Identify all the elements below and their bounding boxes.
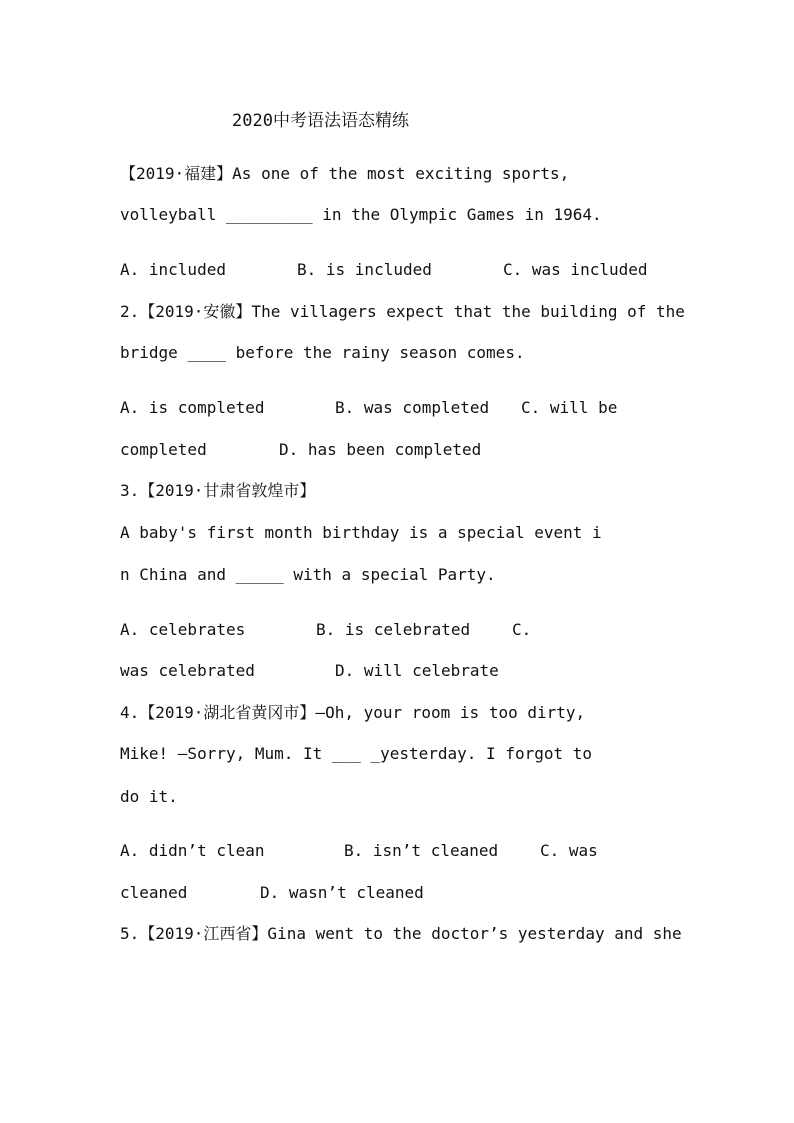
question-5-line-1: 5.【2019·江西省】Gina went to the doctor’s yesterday and she xyxy=(120,924,682,943)
question-3-option-c: C. xyxy=(512,620,532,639)
question-4-line-3: do it. xyxy=(120,787,178,806)
question-4-option-d: D. wasn’t cleaned xyxy=(260,883,424,902)
question-2-option-c: C. will be xyxy=(521,398,618,417)
question-4-option-a: A. didn’t clean xyxy=(120,841,265,860)
question-2-line-2: bridge ____ before the rainy season comes. xyxy=(120,343,525,362)
question-1-option-b: B. is included xyxy=(297,260,432,279)
question-2-option-a: A. is completed xyxy=(120,398,265,417)
question-2-option-b: B. was completed xyxy=(335,398,490,417)
question-4-line-2: Mike! —Sorry, Mum. It ___ _yesterday. I forgot to xyxy=(120,744,593,763)
question-2-line-1: 2.【2019·安徽】The villagers expect that the building of the xyxy=(120,302,685,321)
question-4-option-b: B. isn’t cleaned xyxy=(344,841,499,860)
question-2-option-d: D. has been completed xyxy=(279,440,482,459)
question-3-line-1: 3.【2019·甘肃省敦煌市】 xyxy=(120,481,316,500)
question-3-option-a: A. celebrates xyxy=(120,620,246,639)
question-4-option-c-continued: cleaned xyxy=(120,883,188,902)
question-1-option-c: C. was included xyxy=(503,260,648,279)
question-1-line-2: volleyball _________ in the Olympic Games in 1964. xyxy=(120,205,602,224)
question-3-option-b: B. is celebrated xyxy=(316,620,471,639)
question-3-line-3: n China and _____ with a special Party. xyxy=(120,565,496,584)
question-3-option-c-continued: was celebrated xyxy=(120,661,255,680)
question-3-line-2: A baby's first month birthday is a special event i xyxy=(120,523,602,542)
question-1-option-a: A. included xyxy=(120,260,226,279)
page-title: 2020中考语法语态精练 xyxy=(232,111,409,131)
question-4-option-c: C. was xyxy=(540,841,598,860)
question-3-option-d: D. will celebrate xyxy=(335,661,499,680)
question-1-line-1: 【2019·福建】As one of the most exciting sports, xyxy=(120,164,570,183)
question-2-option-c-continued: completed xyxy=(120,440,207,459)
question-4-line-1: 4.【2019·湖北省黄冈市】—Oh, your room is too dirty, xyxy=(120,703,586,722)
